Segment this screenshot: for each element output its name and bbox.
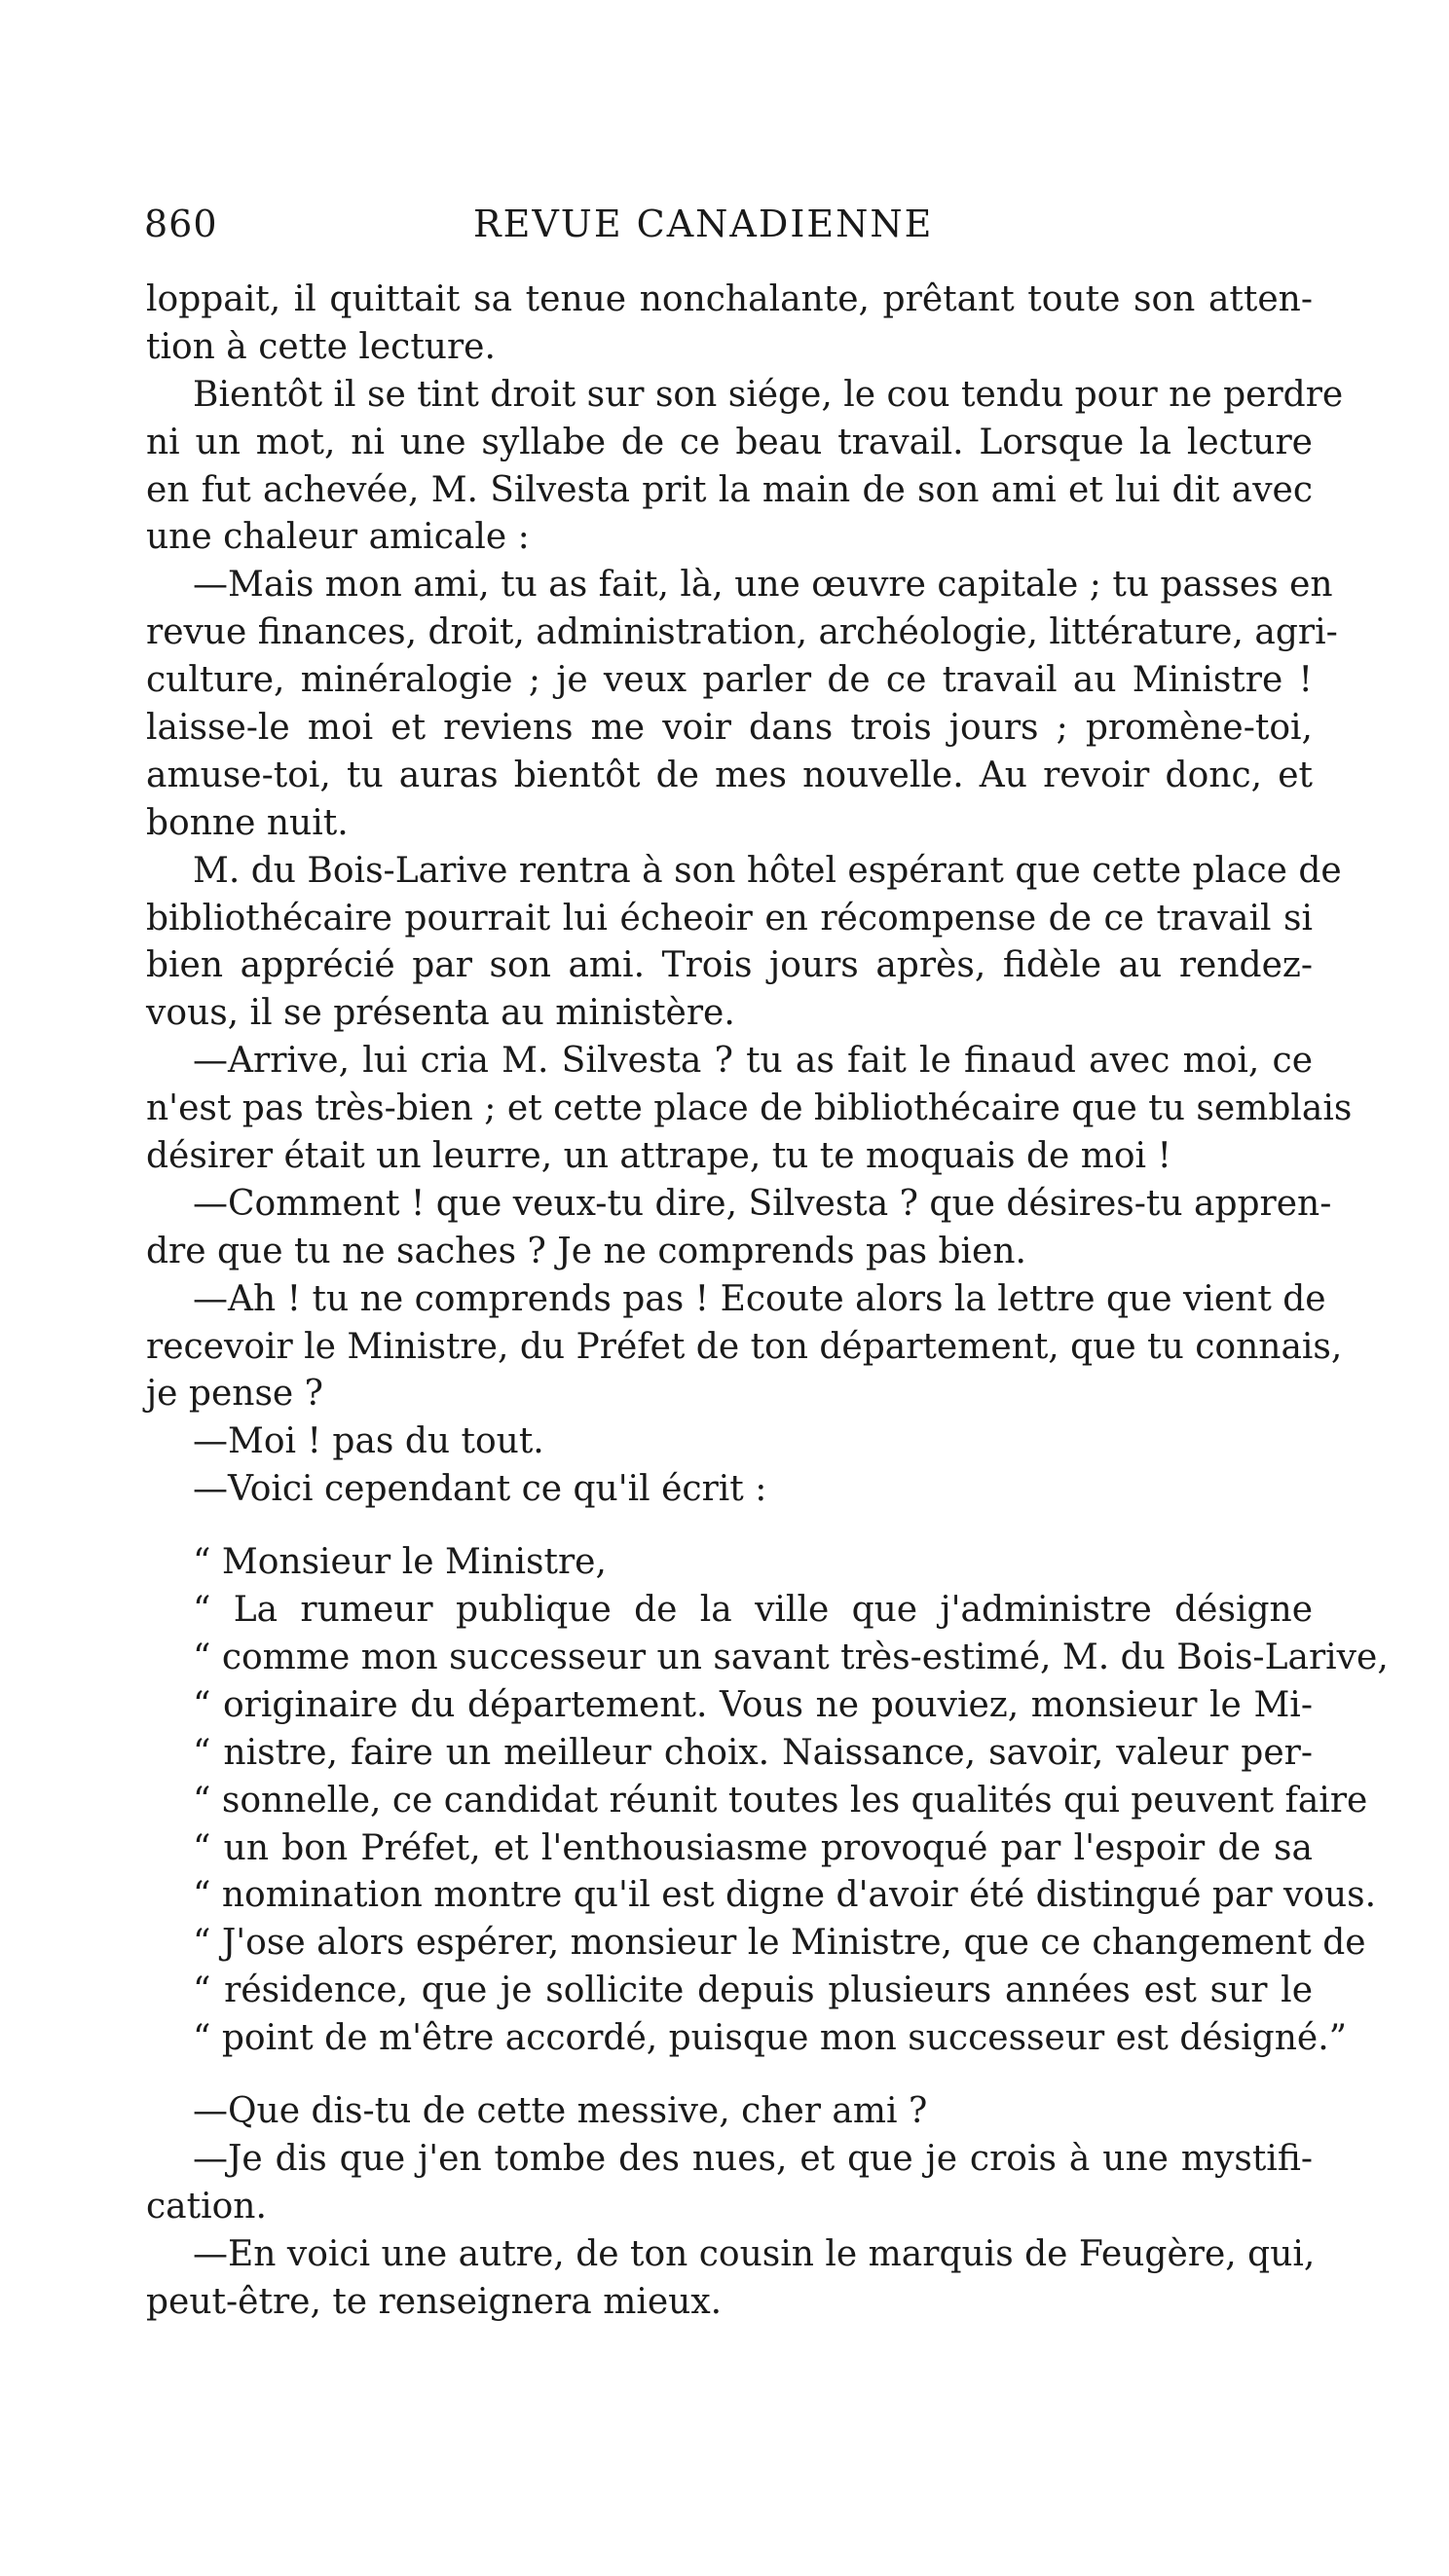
text-line: cation. [146, 2186, 267, 2226]
text-line: je pense ? [146, 1374, 323, 1415]
text-line: dre que tu ne saches ? Je ne comprends pas bien. [146, 1231, 1026, 1271]
text-line: —Voici cependant ce qu'il écrit : [193, 1469, 767, 1510]
quoted-letter-line: “ nomination montre qu'il est digne d'avoir été distingué par vous. [193, 1875, 1377, 1916]
text-line: “ Monsieur le Ministre, [193, 1542, 607, 1583]
text-line: “ La rumeur publique de la ville que j'administre désigne [193, 1590, 1313, 1631]
body-text [146, 276, 1389, 2326]
quoted-letter-line: “ originaire du département. Vous ne pouviez, monsieur le Mi- [193, 1684, 1313, 1725]
text-line: M. du Bois-Larive rentra à son hôtel espérant que cette place de [193, 850, 1342, 891]
quoted-letter-line: “ J'ose alors espérer, monsieur le Ministre, que ce changement de [193, 1923, 1366, 1964]
text-line: amuse-toi, tu auras bientôt de mes nouvelle. Au revoir donc, et [146, 754, 1313, 795]
quoted-letter-line: “ point de m'être accordé, puisque mon successeur est désigné.” [193, 2018, 1348, 2059]
text-line: ni un mot, ni une syllabe de ce beau travail. Lorsque la lecture [146, 422, 1313, 462]
text-line: tion à cette lecture. [146, 326, 496, 367]
text-line: recevoir le Ministre, du Préfet de ton département, que tu connais, [146, 1326, 1343, 1367]
quoted-letter-line: “ nistre, faire un meilleur choix. Naissance, savoir, valeur per- [193, 1732, 1313, 1773]
quoted-letter-line: “ sonnelle, ce candidat réunit toutes les qualités qui peuvent faire [193, 1780, 1368, 1821]
text-line: une chaleur amicale : [146, 517, 530, 558]
text-line: Bientôt il se tint droit sur son siége, le cou tendu pour ne perdre [193, 374, 1344, 415]
page-header [144, 202, 1311, 261]
text-line: —Que dis-tu de cette messive, cher ami ? [193, 2090, 928, 2131]
quoted-letter-line: “ un bon Préfet, et l'enthousiasme provoqué par l'espoir de sa [193, 1827, 1313, 1868]
paragraph-gap [146, 1514, 1313, 1539]
text-line: bien apprécié par son ami. Trois jours après, fidèle au rendez- [146, 945, 1313, 986]
text-line: —En voici une autre, de ton cousin le marquis de Feugère, qui, [193, 2233, 1316, 2274]
running-title: REVUE CANADIENNE [473, 202, 934, 245]
page-number: 860 [144, 202, 218, 245]
text-line: —Je dis que j'en tombe des nues, et que je crois à une mystifi- [193, 2138, 1313, 2179]
text-line: —Ah ! tu ne comprends pas ! Ecoute alors la lettre que vient de [193, 1278, 1326, 1319]
text-line: en fut achevée, M. Silvesta prit la main de son ami et lui dit avec [146, 469, 1313, 510]
text-line: revue finances, droit, administration, archéologie, littérature, agri- [146, 612, 1338, 653]
paragraph-gap [146, 2063, 1313, 2088]
text-line: culture, minéralogie ; je veux parler de ce travail au Ministre ! [146, 660, 1313, 701]
text-line: peut-être, te renseignera mieux. [146, 2281, 723, 2322]
quoted-letter-line: “ comme mon successeur un savant très-estimé, M. du Bois-Larive, [193, 1637, 1389, 1677]
text-line: —Comment ! que veux-tu dire, Silvesta ? que désires-tu appren- [193, 1183, 1332, 1224]
text-line: —Arrive, lui cria M. Silvesta ? tu as fait le finaud avec moi, ce [193, 1041, 1313, 1082]
text-line: loppait, il quittait sa tenue nonchalante, prêtant toute son atten- [146, 279, 1313, 319]
text-line: n'est pas très-bien ; et cette place de bibliothécaire que tu semblais [146, 1088, 1353, 1129]
quoted-letter-line: “ résidence, que je sollicite depuis plusieurs années est sur le [193, 1970, 1313, 2011]
text-line: désirer était un leurre, un attrape, tu te moquais de moi ! [146, 1136, 1171, 1177]
text-line: bibliothécaire pourrait lui écheoir en récompense de ce travail si [146, 898, 1313, 938]
text-line: bonne nuit. [146, 802, 349, 843]
text-line: vous, il se présenta au ministère. [146, 993, 735, 1034]
text-line: laisse-le moi et reviens me voir dans trois jours ; promène-toi, [146, 708, 1313, 749]
text-line: —Moi ! pas du tout. [193, 1421, 544, 1462]
text-line: —Mais mon ami, tu as fait, là, une œuvre capitale ; tu passes en [193, 565, 1333, 606]
